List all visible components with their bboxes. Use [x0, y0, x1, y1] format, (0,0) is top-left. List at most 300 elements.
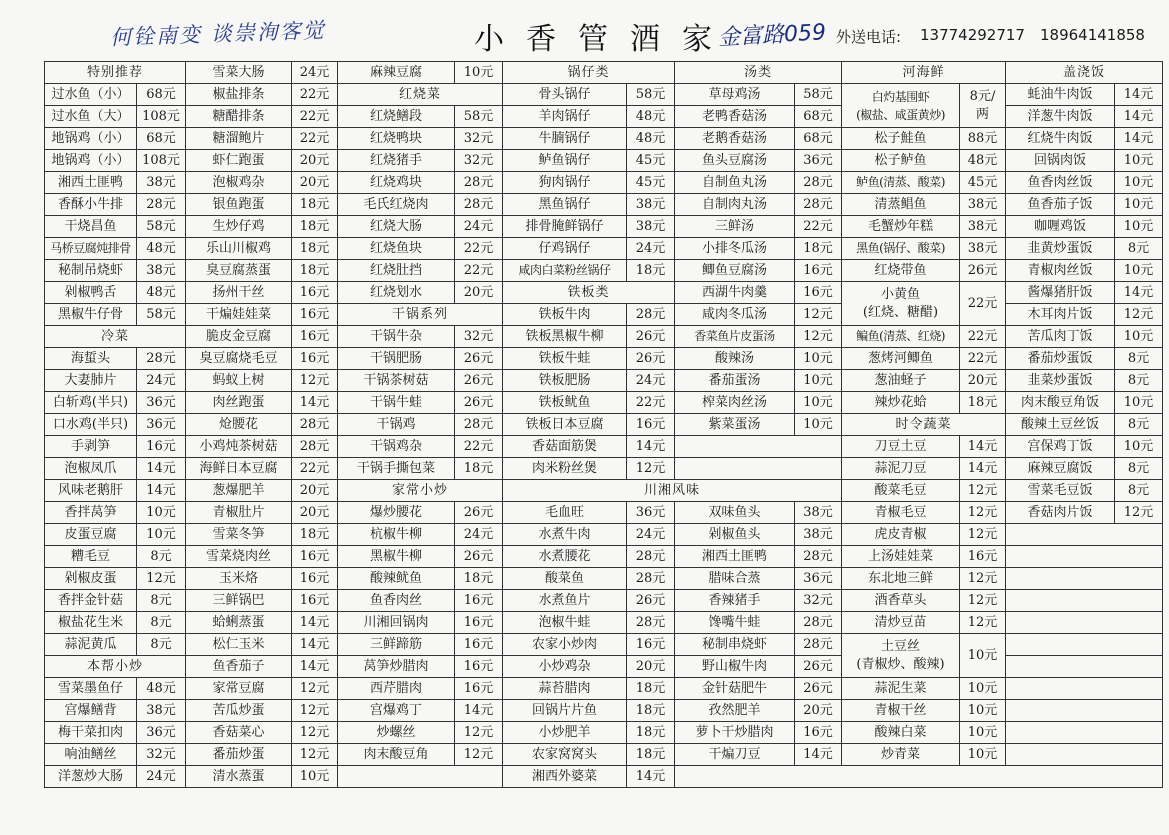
dish-name: 三鲜汤: [675, 216, 795, 238]
dish-name: 白灼基围虾 (椒盐、咸蛋黄炒): [842, 84, 960, 128]
dish-name: 海鲜日本豆腐: [186, 458, 292, 480]
dish-name: 三鲜锅巴: [186, 590, 292, 612]
dish-name: 炒螺丝: [338, 722, 455, 744]
dish-price: 26元: [455, 370, 503, 392]
dish-name: 韭菜炒蛋饭: [1006, 370, 1115, 392]
dish-name: 萝卜干炒腊肉: [675, 722, 795, 744]
dish-price: 20元: [292, 480, 338, 502]
dish-price: 10元: [1115, 172, 1163, 194]
dish-price: 16元: [137, 436, 186, 458]
dish-name: 干锅鸡: [338, 414, 455, 436]
dish-name: 清蒸鲳鱼: [842, 194, 960, 216]
empty-cell: [1006, 656, 1163, 678]
section-header: 家常小炒: [338, 480, 503, 502]
dish-name: 酸辣汤: [675, 348, 795, 370]
dish-name: 剁椒鸭舌: [45, 282, 137, 304]
dish-price: 28元: [627, 568, 675, 590]
empty-cell: [675, 766, 1163, 788]
dish-price: 12元: [960, 590, 1006, 612]
menu-row: [45, 546, 1163, 568]
dish-price: 24元: [137, 370, 186, 392]
dish-name: 铁板牛蛙: [503, 348, 627, 370]
dish-price: 16元: [292, 348, 338, 370]
dish-name: 葱烤河鲫鱼: [842, 348, 960, 370]
dish-name: 香菜鱼片皮蛋汤: [675, 326, 795, 348]
dish-name: 乐山川椒鸡: [186, 238, 292, 260]
menu-row: [45, 150, 1163, 172]
dish-price: 20元: [292, 502, 338, 524]
dish-name: 番茄炒蛋: [186, 744, 292, 766]
dish-price: 38元: [960, 194, 1006, 216]
dish-name: 酸菜鱼: [503, 568, 627, 590]
dish-name: 宫保鸡丁饭: [1006, 436, 1115, 458]
dish-name: 洋葱炒大肠: [45, 766, 137, 788]
dish-name: 铁板黑椒牛柳: [503, 326, 627, 348]
dish-price: 24元: [627, 524, 675, 546]
dish-name: 农家窝窝头: [503, 744, 627, 766]
dish-name: 鱼香茄子饭: [1006, 194, 1115, 216]
dish-price: 10元: [795, 348, 842, 370]
menu-row: [45, 502, 1163, 524]
dish-price: 36元: [137, 392, 186, 414]
dish-price: 22元: [455, 436, 503, 458]
dish-price: 16元: [455, 656, 503, 678]
dish-name: 大妻肺片: [45, 370, 137, 392]
empty-cell: [1006, 744, 1163, 766]
dish-name: 羊肉锅仔: [503, 106, 627, 128]
dish-name: 虾仁跑蛋: [186, 150, 292, 172]
dish-price: 48元: [960, 150, 1006, 172]
dish-name: 过水鱼（小）: [45, 84, 137, 106]
dish-price: 18元: [292, 194, 338, 216]
dish-name: 雪菜大肠: [186, 62, 292, 84]
dish-price: 68元: [137, 128, 186, 150]
menu-row: [45, 392, 1163, 414]
dish-name: 鲫鱼豆腐汤: [675, 260, 795, 282]
menu-row: [45, 348, 1163, 370]
dish-price: 16元: [455, 678, 503, 700]
dish-price: 28元: [795, 634, 842, 656]
dish-price: 10元: [1115, 216, 1163, 238]
dish-price: 10元: [960, 634, 1006, 678]
dish-price: 28元: [795, 612, 842, 634]
dish-price: 18元: [455, 568, 503, 590]
dish-name: 草母鸡汤: [675, 84, 795, 106]
menu-row: [45, 480, 1163, 502]
menu-row: [45, 62, 1163, 84]
section-header: 河海鲜: [842, 62, 1006, 84]
dish-price: 22元: [455, 260, 503, 282]
dish-price: 28元: [455, 172, 503, 194]
menu-row: [45, 436, 1163, 458]
dish-name: 咖喱鸡饭: [1006, 216, 1115, 238]
dish-price: 20元: [960, 370, 1006, 392]
dish-name: 白斩鸡(半只): [45, 392, 137, 414]
dish-name: 小黄鱼 (红烧、糖醋): [842, 282, 960, 326]
dish-price: 36元: [795, 568, 842, 590]
empty-cell: [1006, 568, 1163, 590]
dish-price: 22元: [292, 84, 338, 106]
dish-price: 28元: [137, 194, 186, 216]
empty-cell: [1006, 634, 1163, 656]
dish-price: 8元: [137, 612, 186, 634]
dish-name: 腊味合蒸: [675, 568, 795, 590]
dish-price: 24元: [292, 62, 338, 84]
dish-name: 干锅茶树菇: [338, 370, 455, 392]
dish-name: 清水蒸蛋: [186, 766, 292, 788]
dish-name: 老鸭香菇汤: [675, 106, 795, 128]
dish-price: 22元: [960, 282, 1006, 326]
dish-price: 38元: [960, 216, 1006, 238]
dish-price: 38元: [627, 194, 675, 216]
dish-price: 12元: [960, 502, 1006, 524]
dish-name: 红烧肚挡: [338, 260, 455, 282]
dish-name: 辣炒花蛤: [842, 392, 960, 414]
dish-name: 苦瓜肉丁饭: [1006, 326, 1115, 348]
handwritten-note: 何铨南变 谈崇洵客觉: [109, 18, 327, 50]
dish-price: 24元: [627, 238, 675, 260]
dish-price: 45元: [627, 172, 675, 194]
dish-price: 14元: [1115, 128, 1163, 150]
dish-name: 青椒毛豆: [842, 502, 960, 524]
dish-price: 8元: [137, 634, 186, 656]
dish-name: 肉末酸豆角: [338, 744, 455, 766]
dish-price: 108元: [137, 106, 186, 128]
dish-price: 18元: [627, 678, 675, 700]
dish-price: 28元: [137, 348, 186, 370]
dish-price: 32元: [137, 744, 186, 766]
dish-name: 蒜泥黄瓜: [45, 634, 137, 656]
dish-price: 8元: [1115, 414, 1163, 436]
dish-price: 8元: [1115, 238, 1163, 260]
dish-name: 铁板牛肉: [503, 304, 627, 326]
dish-name: 红烧鱼块: [338, 238, 455, 260]
dish-price: 16元: [455, 590, 503, 612]
dish-price: 20元: [795, 700, 842, 722]
dish-name: 毛血旺: [503, 502, 627, 524]
dish-name: 马桥豆腐炖排骨: [45, 238, 137, 260]
empty-cell: [338, 766, 503, 788]
dish-price: 88元: [960, 128, 1006, 150]
dish-name: 骨头锅仔: [503, 84, 627, 106]
dish-price: 48元: [137, 238, 186, 260]
dish-name: 青椒干丝: [842, 700, 960, 722]
dish-name: 干锅手撕包菜: [338, 458, 455, 480]
dish-name: 回锅片片鱼: [503, 700, 627, 722]
dish-name: 松子鮭鱼: [842, 128, 960, 150]
dish-price: 16元: [627, 414, 675, 436]
dish-price: 14元: [292, 634, 338, 656]
dish-name: 鱼香茄子: [186, 656, 292, 678]
dish-name: 酒香草头: [842, 590, 960, 612]
dish-name: 生炒仔鸡: [186, 216, 292, 238]
dish-price: 68元: [795, 128, 842, 150]
dish-name: 毛氏红烧肉: [338, 194, 455, 216]
menu-row: [45, 524, 1163, 546]
dish-price: 18元: [292, 216, 338, 238]
dish-price: 16元: [795, 722, 842, 744]
dish-price: 26元: [627, 348, 675, 370]
empty-cell: [1006, 700, 1163, 722]
dish-name: 苦瓜炒蛋: [186, 700, 292, 722]
dish-name: 韭黄炒蛋饭: [1006, 238, 1115, 260]
dish-price: 10元: [292, 766, 338, 788]
dish-name: 小炒肥羊: [503, 722, 627, 744]
dish-price: 45元: [627, 150, 675, 172]
menu-row: [45, 612, 1163, 634]
dish-name: 香菇面筋煲: [503, 436, 627, 458]
dish-price: 24元: [627, 370, 675, 392]
dish-name: 肉丝跑蛋: [186, 392, 292, 414]
dish-price: 14元: [795, 744, 842, 766]
menu-row: [45, 282, 1163, 304]
dish-name: 葱油蛏子: [842, 370, 960, 392]
dish-name: 干锅牛蛙: [338, 392, 455, 414]
dish-price: 18元: [627, 260, 675, 282]
dish-price: 20元: [455, 282, 503, 304]
dish-price: 58元: [137, 304, 186, 326]
dish-name: 麻辣豆腐: [338, 62, 455, 84]
dish-price: 10元: [960, 722, 1006, 744]
dish-price: 12元: [292, 700, 338, 722]
dish-name: 香拌金针菇: [45, 590, 137, 612]
dish-name: 地锅鸡（小）: [45, 150, 137, 172]
dish-price: 10元: [1115, 150, 1163, 172]
dish-price: 12元: [292, 744, 338, 766]
dish-price: 32元: [455, 128, 503, 150]
dish-name: 剁椒皮蛋: [45, 568, 137, 590]
dish-name: 爆炒腰花: [338, 502, 455, 524]
empty-cell: [1006, 678, 1163, 700]
dish-price: 16元: [292, 546, 338, 568]
dish-name: 清炒豆苗: [842, 612, 960, 634]
empty-cell: [1006, 546, 1163, 568]
dish-name: 湘西土匪鸭: [675, 546, 795, 568]
dish-name: 鱼头豆腐汤: [675, 150, 795, 172]
dish-price: 12元: [960, 568, 1006, 590]
section-header: 本帮小炒: [45, 656, 186, 678]
dish-name: 小鸡炖茶树菇: [186, 436, 292, 458]
dish-name: 紫菜蛋汤: [675, 414, 795, 436]
dish-name: 宫爆鸡丁: [338, 700, 455, 722]
dish-name: 家常豆腐: [186, 678, 292, 700]
dish-name: 老鹅香菇汤: [675, 128, 795, 150]
menu-body: [45, 62, 1163, 788]
dish-price: 28元: [627, 612, 675, 634]
dish-name: 榨菜肉丝汤: [675, 392, 795, 414]
dish-name: 野山椒牛肉: [675, 656, 795, 678]
dish-name: 干锅鸡杂: [338, 436, 455, 458]
dish-name: 雪菜烧肉丝: [186, 546, 292, 568]
dish-price: 18元: [960, 392, 1006, 414]
dish-name: 雪菜墨鱼仔: [45, 678, 137, 700]
dish-name: 香酥小牛排: [45, 194, 137, 216]
dish-name: 双味鱼头: [675, 502, 795, 524]
dish-name: 东北地三鲜: [842, 568, 960, 590]
dish-price: 18元: [455, 458, 503, 480]
section-header: 冷菜: [45, 326, 186, 348]
dish-price: 18元: [292, 260, 338, 282]
dish-price: 12元: [292, 678, 338, 700]
dish-name: 铁板日本豆腐: [503, 414, 627, 436]
dish-name: 虎皮青椒: [842, 524, 960, 546]
dish-name: 莴笋炒腊肉: [338, 656, 455, 678]
dish-name: 铁板鱿鱼: [503, 392, 627, 414]
handwritten-annotation: [100, 12, 400, 54]
dish-price: 26元: [627, 590, 675, 612]
dish-price: 10元: [795, 370, 842, 392]
dish-name: 水煮腰花: [503, 546, 627, 568]
dish-name: 肉末酸豆角饭: [1006, 392, 1115, 414]
dish-name: 刀豆土豆: [842, 436, 960, 458]
dish-price: 12元: [627, 458, 675, 480]
dish-price: 28元: [455, 194, 503, 216]
dish-price: 20元: [627, 656, 675, 678]
dish-price: 12元: [960, 480, 1006, 502]
dish-price: 14元: [137, 458, 186, 480]
handwritten-code: 金富路059: [717, 20, 827, 51]
menu-table: [44, 61, 1163, 788]
dish-price: 26元: [455, 392, 503, 414]
menu-row: [45, 766, 1163, 788]
dish-name: 排骨腌鲜锅仔: [503, 216, 627, 238]
menu-row: [45, 414, 1163, 436]
dish-name: 狗肉锅仔: [503, 172, 627, 194]
dish-price: 38元: [137, 260, 186, 282]
dish-price: 16元: [292, 590, 338, 612]
dish-name: 自制肉丸汤: [675, 194, 795, 216]
dish-price: 16元: [627, 634, 675, 656]
dish-name: 蒜泥生菜: [842, 678, 960, 700]
menu-row: [45, 722, 1163, 744]
dish-price: 18元: [627, 722, 675, 744]
dish-price: 22元: [292, 458, 338, 480]
dish-name: 毛蟹炒年糕: [842, 216, 960, 238]
dish-name: 秘制串烧虾: [675, 634, 795, 656]
dish-price: 14元: [960, 436, 1006, 458]
dish-name: 秘制吊烧虾: [45, 260, 137, 282]
dish-price: 12元: [795, 326, 842, 348]
menu-row: [45, 370, 1163, 392]
dish-name: 泡椒凤爪: [45, 458, 137, 480]
menu-row: [45, 744, 1163, 766]
menu-row: [45, 216, 1163, 238]
dish-name: 香菇菜心: [186, 722, 292, 744]
dish-name: 铁板肥肠: [503, 370, 627, 392]
dish-name: 雪菜冬笋: [186, 524, 292, 546]
dish-price: 10元: [137, 502, 186, 524]
dish-name: 牛腩锅仔: [503, 128, 627, 150]
dish-price: 68元: [795, 106, 842, 128]
dish-name: 香辣猪手: [675, 590, 795, 612]
dish-price: 14元: [960, 458, 1006, 480]
dish-name: 青椒肚片: [186, 502, 292, 524]
dish-name: 小排冬瓜汤: [675, 238, 795, 260]
dish-price: 36元: [137, 722, 186, 744]
dish-price: 26元: [455, 502, 503, 524]
dish-name: 地锅鸡（小）: [45, 128, 137, 150]
empty-cell: [675, 436, 842, 458]
dish-price: 24元: [455, 216, 503, 238]
dish-name: 雪菜毛豆饭: [1006, 480, 1115, 502]
dish-price: 10元: [960, 744, 1006, 766]
dish-name: 红烧牛肉饭: [1006, 128, 1115, 150]
dish-price: 12元: [960, 524, 1006, 546]
dish-price: 38元: [795, 524, 842, 546]
dish-price: 108元: [137, 150, 186, 172]
section-header: 锅仔类: [503, 62, 675, 84]
dish-name: 自制鱼丸汤: [675, 172, 795, 194]
dish-name: 红烧划水: [338, 282, 455, 304]
dish-name: 臭豆腐蒸蛋: [186, 260, 292, 282]
dish-price: 28元: [795, 194, 842, 216]
dish-price: 36元: [627, 502, 675, 524]
dish-name: 干烧昌鱼: [45, 216, 137, 238]
dish-price: 16元: [292, 304, 338, 326]
dish-name: 蒜泥刀豆: [842, 458, 960, 480]
menu-row: [45, 238, 1163, 260]
dish-name: 海蜇头: [45, 348, 137, 370]
dish-price: 58元: [795, 84, 842, 106]
dish-name: 糖溜鲍片: [186, 128, 292, 150]
dish-name: 红烧带鱼: [842, 260, 960, 282]
empty-cell: [1006, 524, 1163, 546]
dish-name: 酸辣白菜: [842, 722, 960, 744]
dish-price: 10元: [960, 678, 1006, 700]
dish-price: 38元: [795, 502, 842, 524]
dish-name: 宫爆鳝背: [45, 700, 137, 722]
dish-name: 葱爆肥羊: [186, 480, 292, 502]
dish-price: 38元: [137, 700, 186, 722]
empty-cell: [1006, 722, 1163, 744]
dish-price: 20元: [292, 172, 338, 194]
dish-name: 鲈鱼(清蒸、酸菜): [842, 172, 960, 194]
dish-price: 28元: [627, 304, 675, 326]
section-header: 时令蔬菜: [842, 414, 1006, 436]
dish-price: 12元: [137, 568, 186, 590]
dish-price: 14元: [627, 436, 675, 458]
dish-name: 黑鱼(锅仔、酸菜): [842, 238, 960, 260]
menu-header: [0, 0, 1169, 62]
dish-price: 10元: [1115, 326, 1163, 348]
dish-price: 28元: [292, 436, 338, 458]
dish-name: 番茄蛋汤: [675, 370, 795, 392]
dish-name: 干锅肥肠: [338, 348, 455, 370]
empty-cell: [675, 458, 842, 480]
dish-name: 咸肉冬瓜汤: [675, 304, 795, 326]
dish-price: 8元: [137, 546, 186, 568]
dish-name: 椒盐花生米: [45, 612, 137, 634]
dish-price: 16元: [795, 282, 842, 304]
dish-name: 黑椒牛仔骨: [45, 304, 137, 326]
dish-name: 泡椒牛蛙: [503, 612, 627, 634]
section-header: 干锅系列: [338, 304, 503, 326]
dish-price: 26元: [960, 260, 1006, 282]
dish-price: 14元: [292, 392, 338, 414]
dish-price: 14元: [137, 480, 186, 502]
dish-name: 红烧大肠: [338, 216, 455, 238]
dish-name: 西湖牛肉羹: [675, 282, 795, 304]
dish-name: 松子鲈鱼: [842, 150, 960, 172]
dish-price: 22元: [960, 348, 1006, 370]
menu-row: [45, 634, 1163, 656]
dish-name: 椒盐排条: [186, 84, 292, 106]
dish-price: 10元: [1115, 436, 1163, 458]
dish-price: 14元: [1115, 106, 1163, 128]
dish-price: 12元: [1115, 502, 1163, 524]
dish-price: 22元: [627, 392, 675, 414]
dish-name: 泡椒鸡杂: [186, 172, 292, 194]
